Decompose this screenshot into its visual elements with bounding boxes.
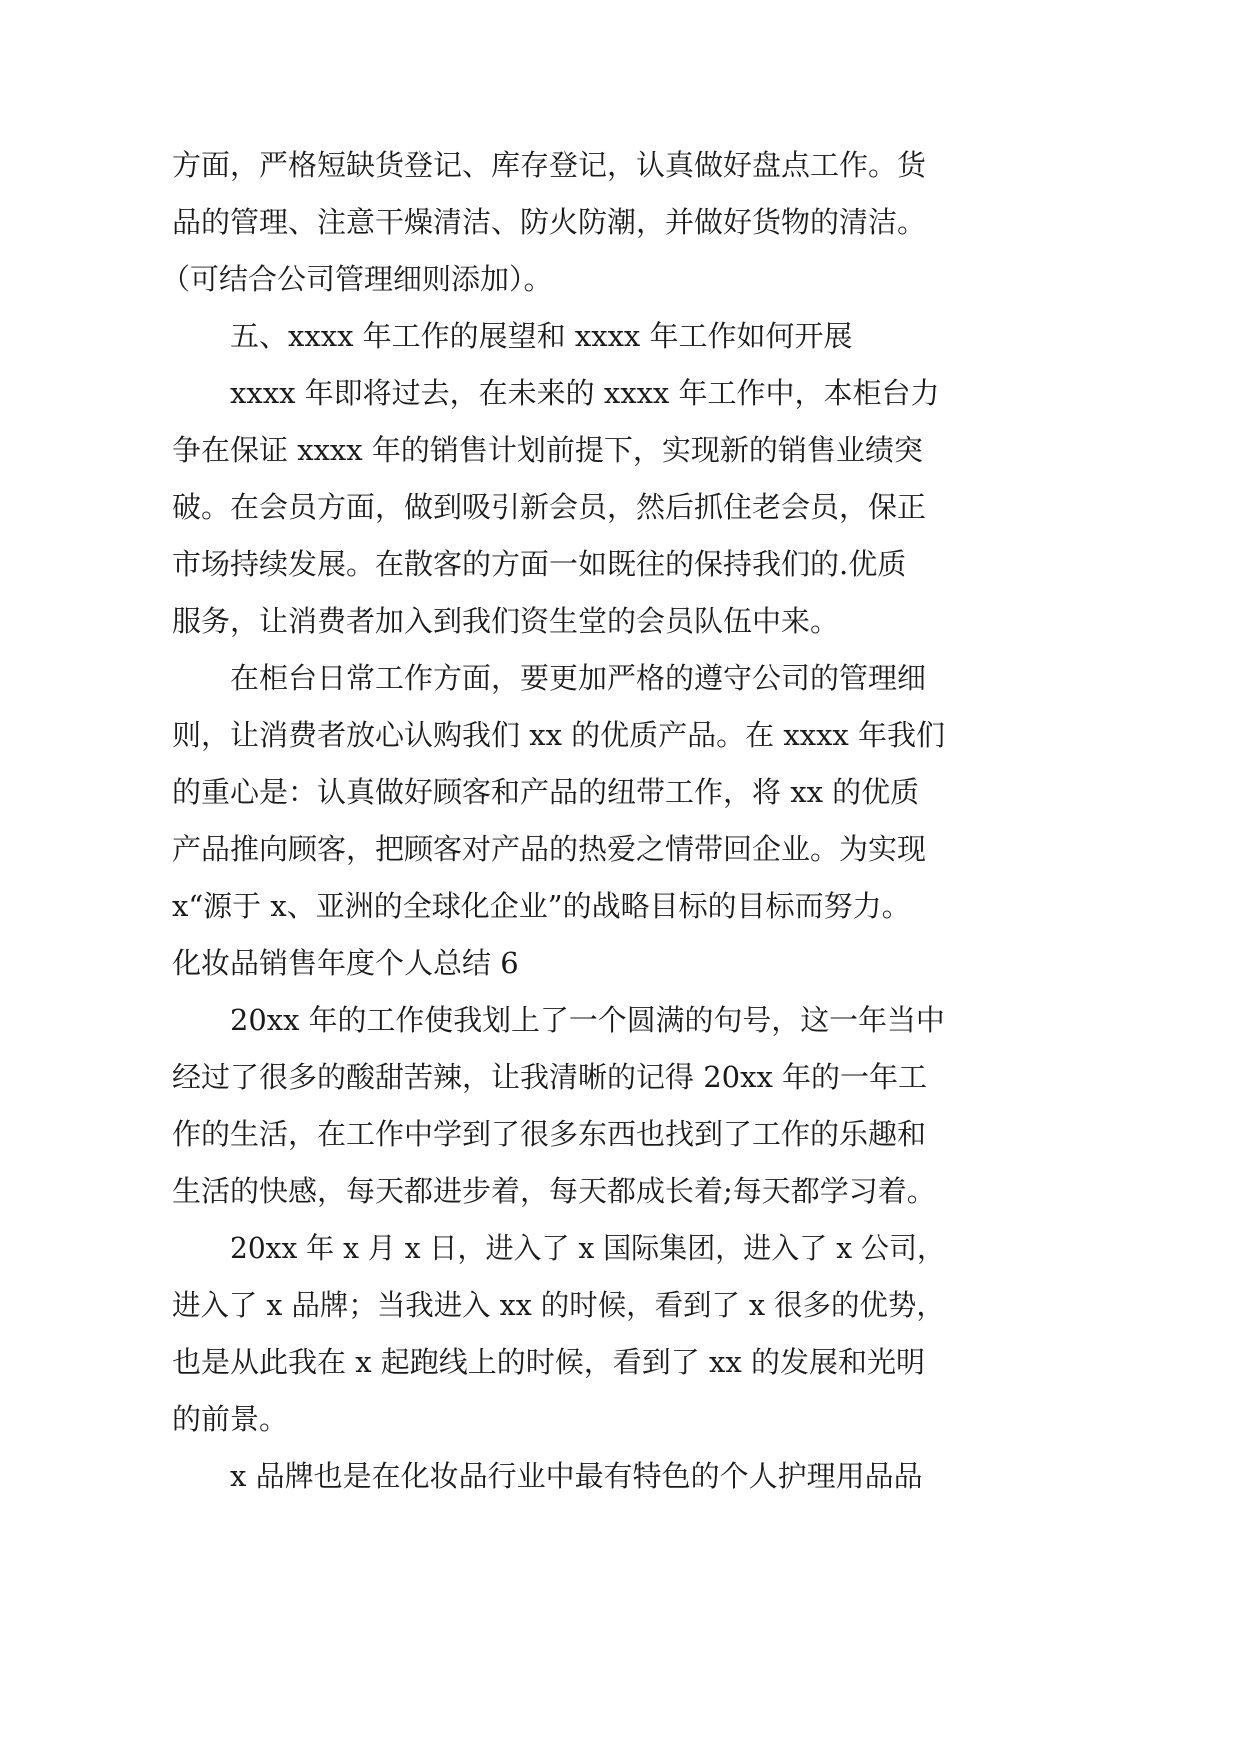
text-line: 的重心是：认真做好顾客和产品的纽带工作，将 xx 的优质	[172, 775, 920, 809]
text-line: xxxx 年即将过去，在未来的 xxxx 年工作中，本柜台力	[230, 376, 940, 410]
text-line: 则，让消费者放心认购我们 xx 的优质产品。在 xxxx 年我们	[172, 718, 946, 752]
text-line: 品的管理、注意干燥清洁、防火防潮，并做好货物的清洁。	[172, 205, 927, 239]
text-line: 市场持续发展。在散客的方面一如既往的保持我们的.优质	[172, 547, 907, 581]
text-line: 生活的快感，每天都进步着，每天都成长着;每天都学习着。	[172, 1174, 936, 1208]
text-line: 20xx 年 x 月 x 日，进入了 x 国际集团，进入了 x 公司，	[230, 1231, 945, 1265]
text-line: 破。在会员方面，做到吸引新会员，然后抓住老会员，保正	[172, 490, 927, 524]
text-line: 的前景。	[172, 1402, 289, 1436]
text-line: x 品牌也是在化妆品行业中最有特色的个人护理用品品	[230, 1459, 923, 1493]
text-line: 在柜台日常工作方面，要更加严格的遵守公司的管理细	[230, 661, 927, 695]
section-heading: 五、xxxx 年工作的展望和 xxxx 年工作如何开展	[230, 319, 853, 353]
text-line: （可结合公司管理细则添加）。	[161, 262, 553, 296]
section-title: 化妆品销售年度个人总结 6	[172, 946, 519, 980]
text-line: 20xx 年的工作使我划上了一个圆满的句号，这一年当中	[230, 1003, 945, 1037]
text-line: 也是从此我在 x 起跑线上的时候，看到了 xx 的发展和光明	[172, 1345, 925, 1379]
text-line: x“源于 x、亚洲的全球化企业”的战略目标的目标而努力。	[172, 889, 911, 923]
text-line: 经过了很多的酸甜苦辣，让我清晰的记得 20xx 年的一年工	[172, 1060, 928, 1094]
text-line: 进入了 x 品牌；当我进入 xx 的时候，看到了 x 很多的优势，	[172, 1288, 945, 1322]
text-line: 争在保证 xxxx 年的销售计划前提下，实现新的销售业绩突	[172, 433, 923, 467]
text-line: 服务，让消费者加入到我们资生堂的会员队伍中来。	[172, 604, 840, 638]
text-line: 作的生活，在工作中学到了很多东西也找到了工作的乐趣和	[172, 1117, 927, 1151]
text-line: 产品推向顾客，把顾客对产品的热爱之情带回企业。为实现	[172, 832, 927, 866]
text-line: 方面，严格短缺货登记、库存登记，认真做好盘点工作。货	[172, 148, 927, 182]
